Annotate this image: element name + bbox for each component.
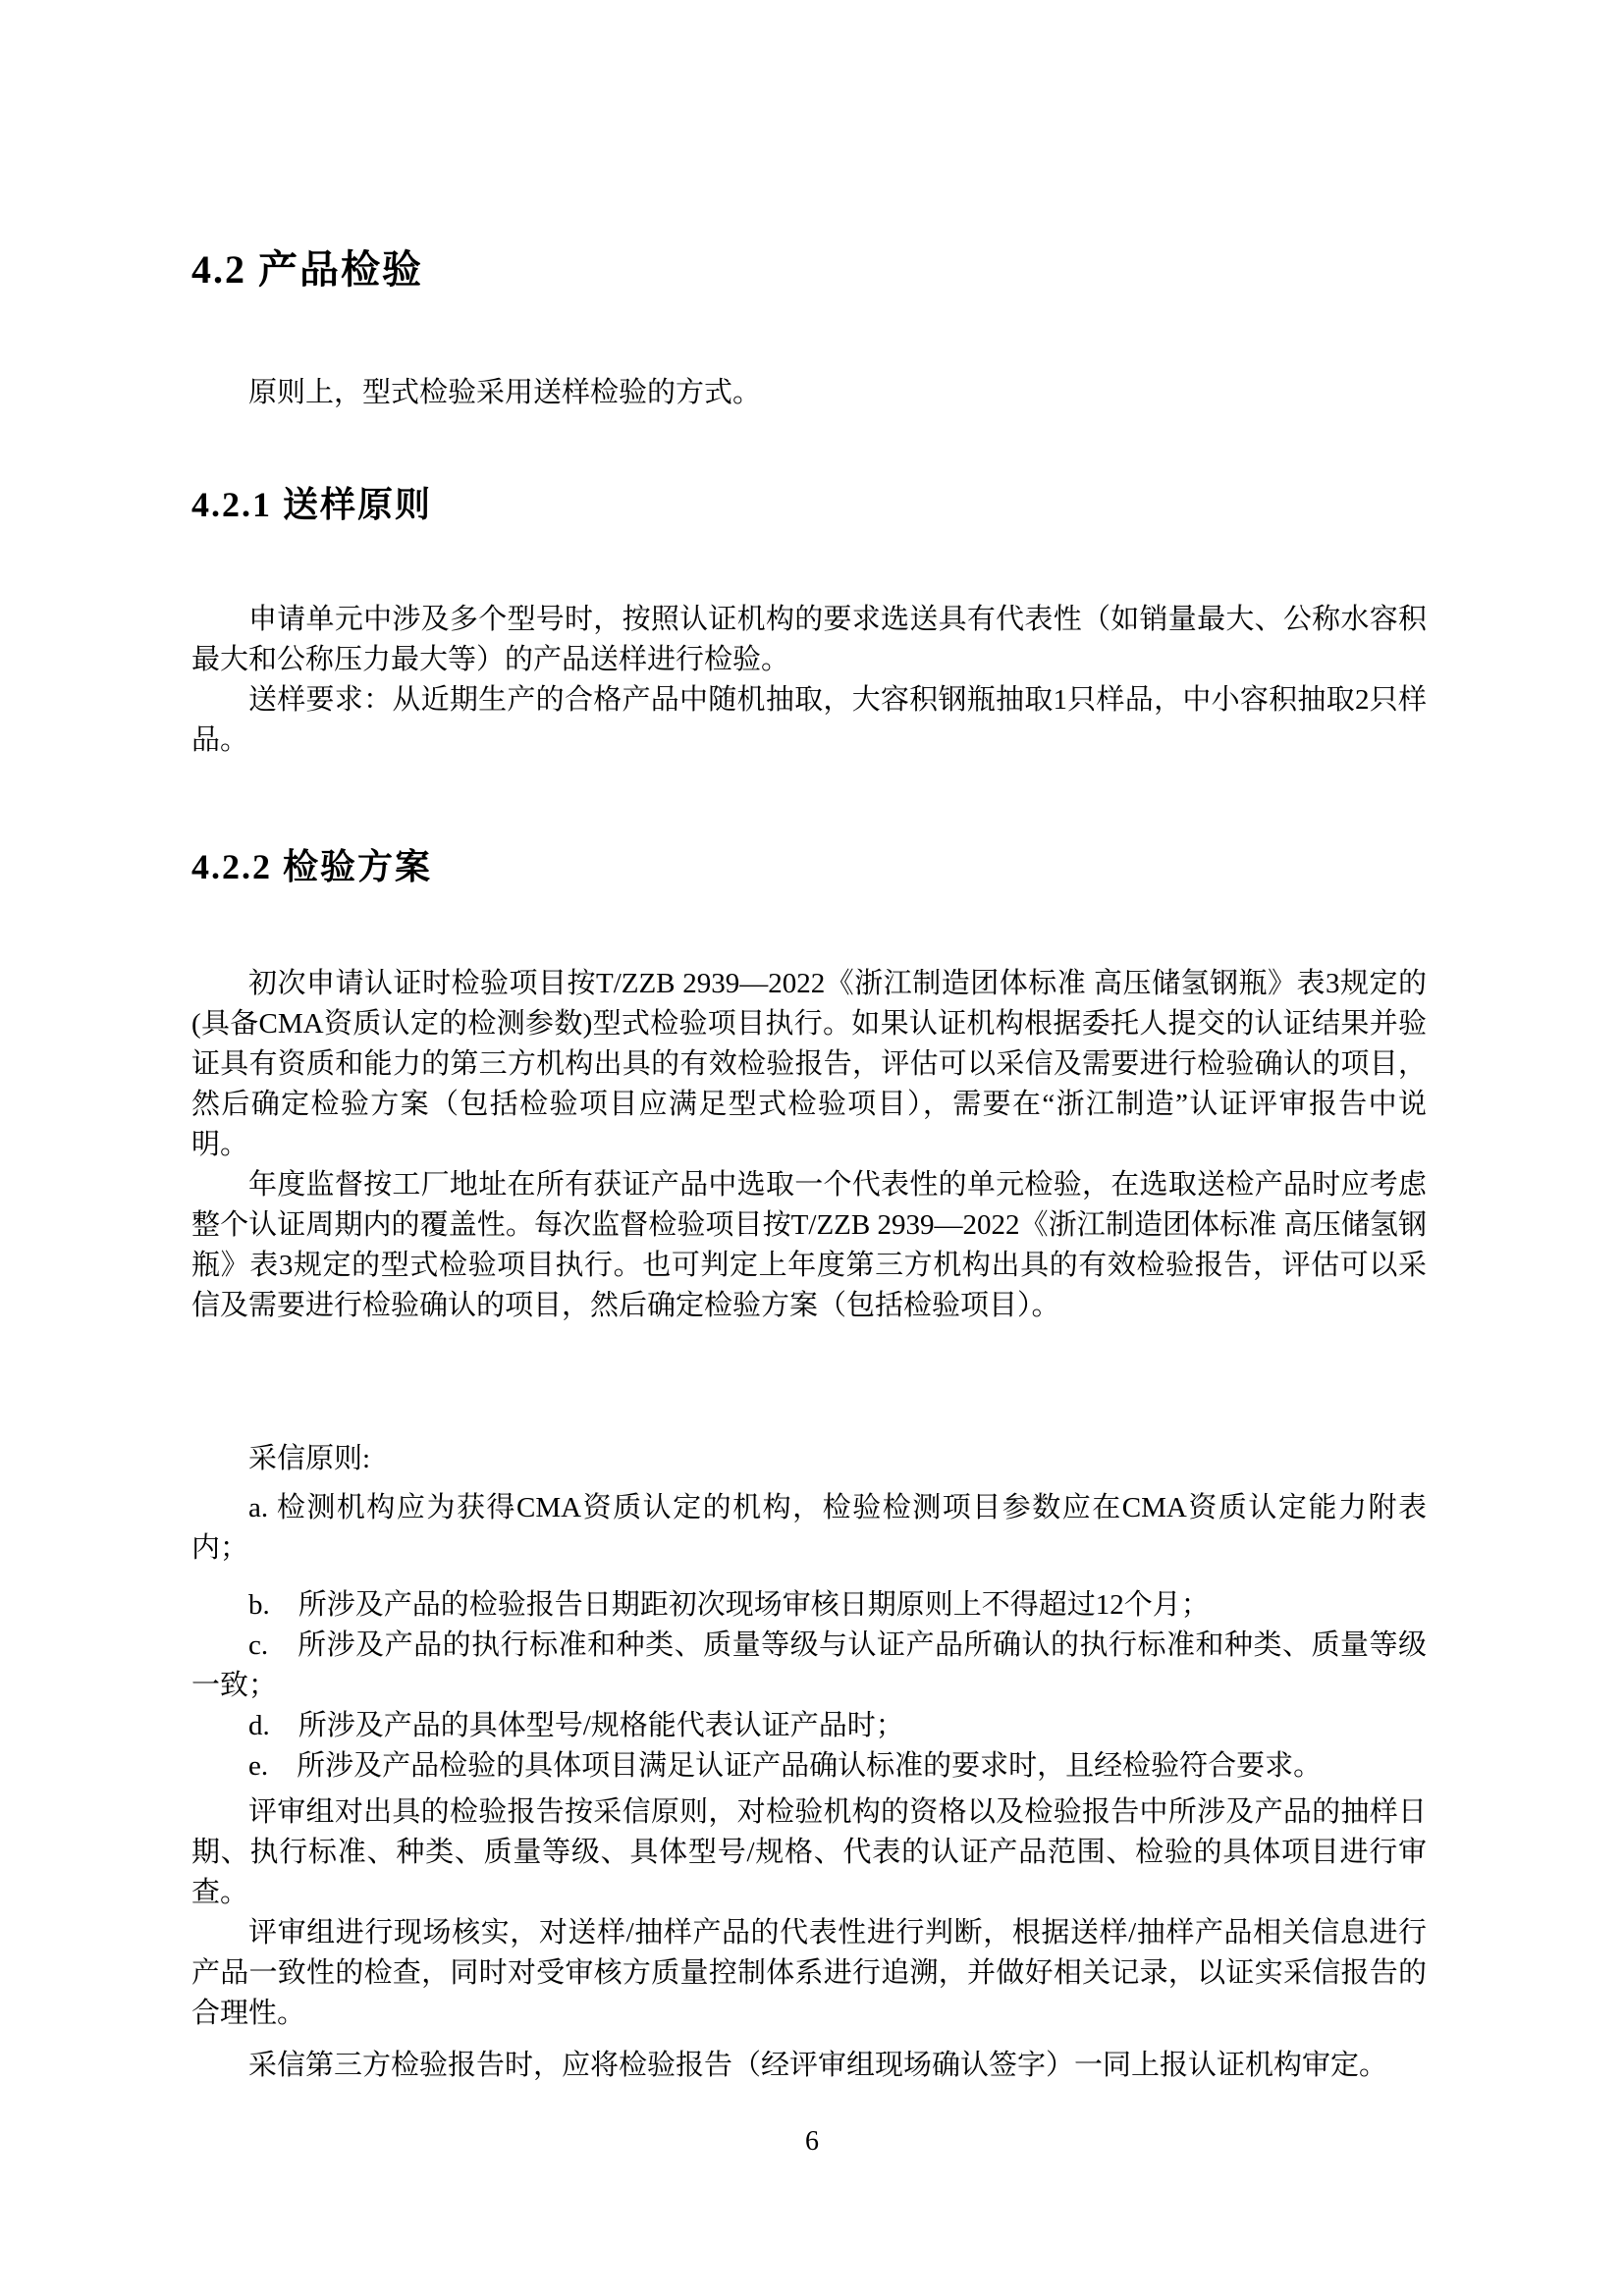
- paragraph-onsite-verification: 评审组进行现场核实，对送样/抽样产品的代表性进行判断，根据送样/抽样产品相关信息进行产品一致性的检查，同时对受审核方质量控制体系进行追溯，并做好相关记录，以证实采信报告的合理性。: [191, 1917, 1427, 2029]
- paragraph-apply-unit: 申请单元中涉及多个型号时，按照认证机构的要求选送具有代表性（如销量最大、公称水容积最大和公称压力最大等）的产品送样进行检验。: [191, 604, 1427, 675]
- list-item-b: b. 所涉及产品的检验报告日期距初次现场审核日期原则上不得超过12个月；: [248, 1589, 1210, 1621]
- list-item-d: d. 所涉及产品的具体型号/规格能代表认证产品时；: [248, 1710, 904, 1741]
- paragraph-initial-certification: 初次申请认证时检验项目按T/ZZB 2939—2022《浙江制造团体标准 高压储氢钢瓶》表3规定的(具备CMA资质认定的检测参数)型式检验项目执行。如果认证机构根据委托人提交的认证结果并验证具有资质和能力的第三方机构出具的有效检验报告，评估可以采信及需要进行检验确认的项目，然后确定检验方案（包括检验项目应满足型式检验项目），需要在“浙江制造”认证评审报告中说明。: [191, 968, 1427, 1160]
- paragraph-intro: 原则上，型式检验采用送样检验的方式。: [248, 377, 762, 408]
- list-item-e: e. 所涉及产品检验的具体项目满足认证产品确认标准的要求时，且经检验符合要求。: [248, 1750, 1323, 1782]
- section-heading-product-inspection: 4.2 产品检验: [191, 247, 423, 292]
- list-item-c: c. 所涉及产品的执行标准和种类、质量等级与认证产品所确认的执行标准和种类、质量等级一致；: [191, 1629, 1427, 1701]
- paragraph-annual-supervision: 年度监督按工厂地址在所有获证产品中选取一个代表性的单元检验，在选取送检产品时应考虑整个认证周期内的覆盖性。每次监督检验项目按T/ZZB 2939—2022《浙江制造团体标准 高压储氢钢瓶》表3规定的型式检验项目执行。也可判定上年度第三方机构出具的有效检验报告，评估可以采信及需要进行检验确认的项目，然后确定检验方案（包括检验项目）。: [191, 1169, 1427, 1321]
- section-heading-sampling-principle: 4.2.1 送样原则: [191, 485, 433, 524]
- list-item-a: a. 检测机构应为获得CMA资质认定的机构，检验检测项目参数应在CMA资质认定能力附表内；: [191, 1492, 1427, 1564]
- document-content: [191, 0, 1427, 2086]
- paragraph-trust-principles-title: 采信原则:: [248, 1443, 371, 1474]
- page-number: 6: [805, 2126, 819, 2157]
- section-heading-inspection-plan: 4.2.2 检验方案: [191, 847, 433, 886]
- paragraph-adopt-third-party-report: 采信第三方检验报告时，应将检验报告（经评审组现场确认签字）一同上报认证机构审定。: [248, 2050, 1388, 2081]
- paragraph-sampling-requirement: 送样要求：从近期生产的合格产品中随机抽取，大容积钢瓶抽取1只样品，中小容积抽取2只样品。: [191, 684, 1427, 756]
- paragraph-report-review: 评审组对出具的检验报告按采信原则，对检验机构的资格以及检验报告中所涉及产品的抽样日期、执行标准、种类、质量等级、具体型号/规格、代表的认证产品范围、检验的具体项目进行审查。: [191, 1796, 1427, 1908]
